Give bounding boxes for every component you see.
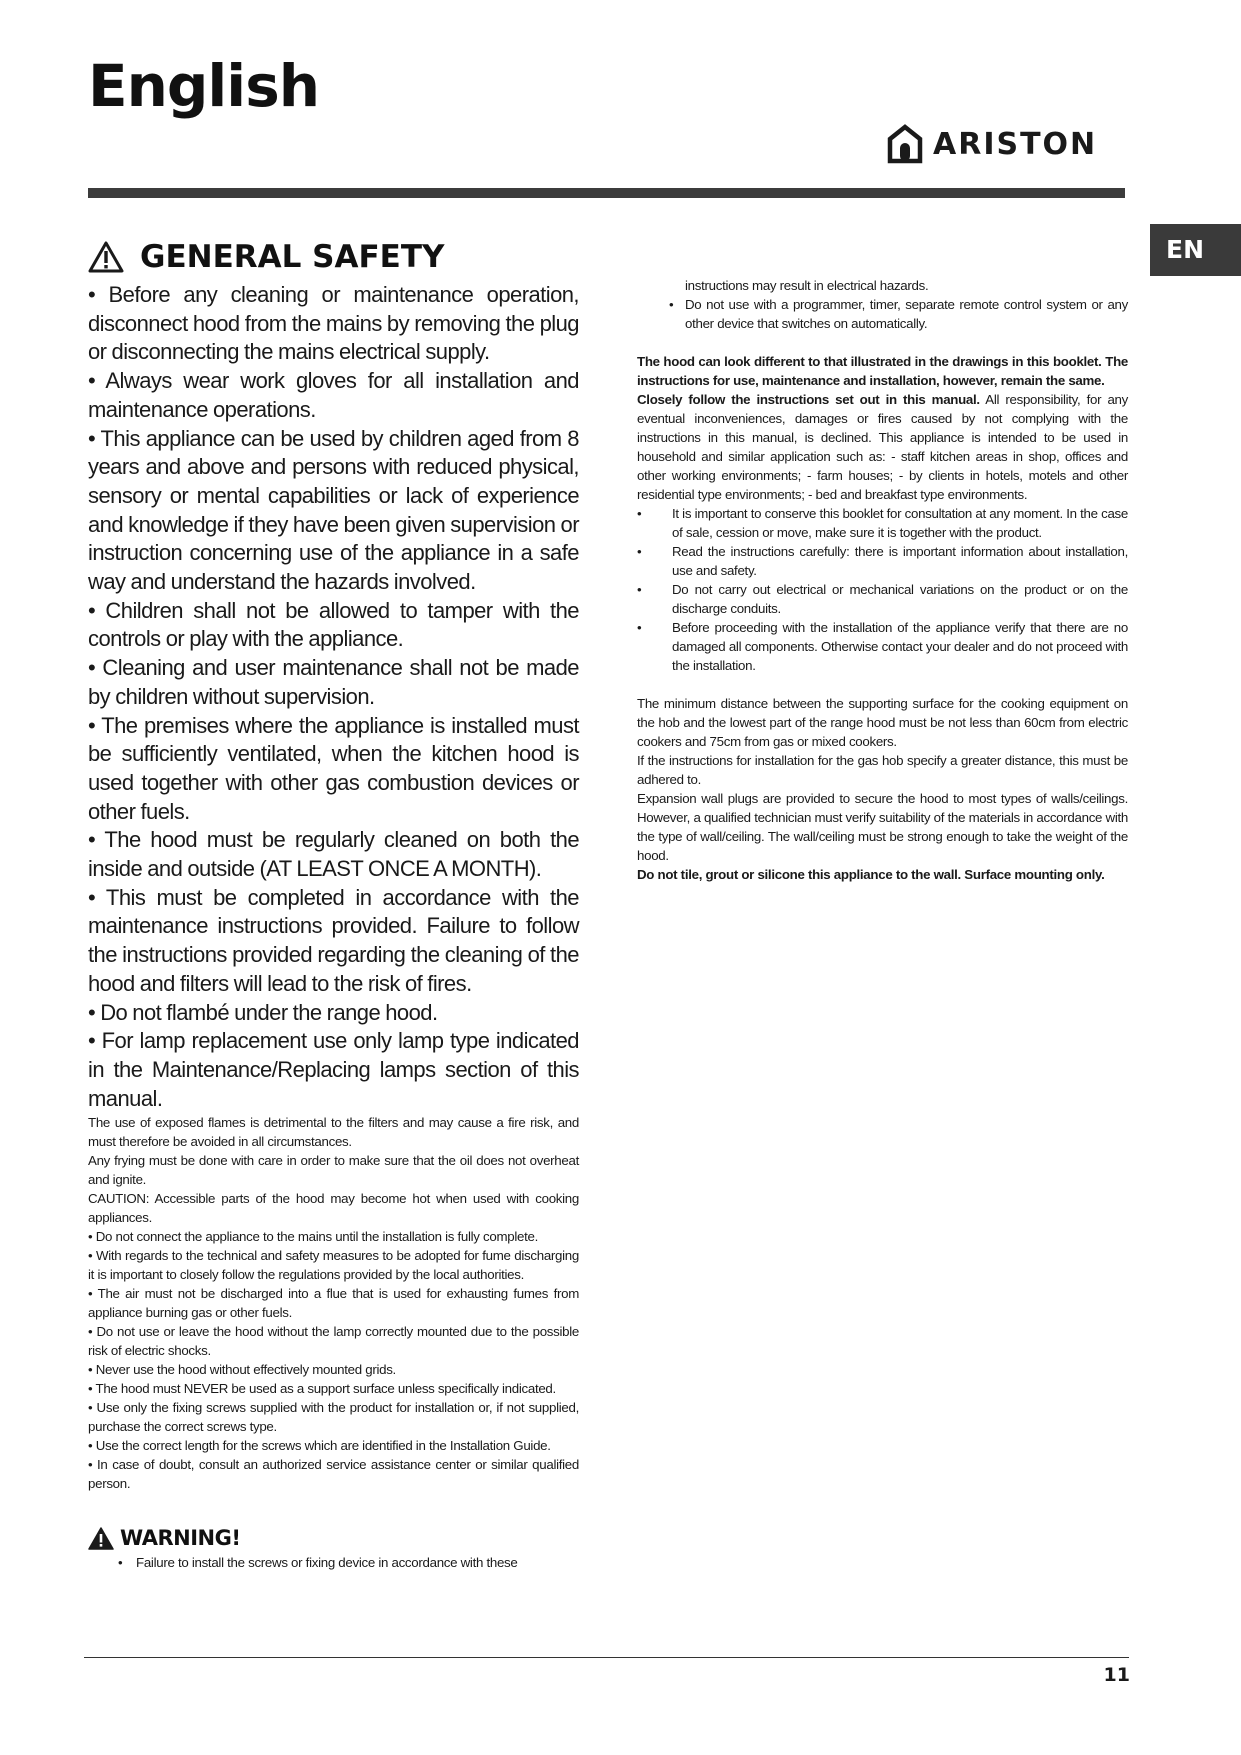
follow-instructions-bold: Closely follow the instructions set out in this manual. (637, 392, 980, 407)
page-heading: English (88, 52, 320, 120)
follow-instructions-text: All responsibility, for any eventual inconveniences, damages or fires caused by not complying with the instructions in this manual, is declined. This appliance is intended to be used in household and similar application such as: - staff kitchen areas in shop, offices and other working environments; - farm houses; - by clients in hotels, motels and other residential type environments; - bed and breakfast type environments. (637, 392, 1128, 502)
safety-note: Any frying must be done with care in order to make sure that the oil does not overheat and ignite. (88, 1153, 579, 1188)
safety-paragraph: • Children shall not be allowed to tamper with the controls or play with the appliance. (88, 597, 579, 652)
warning-heading (88, 1523, 579, 1553)
safety-paragraph: • The hood must be regularly cleaned on both the inside and outside (AT LEAST ONCE A MONTH). (88, 827, 579, 882)
right-bullet: • It is important to conserve this booklet for consultation at any moment. In the case of sale, cession or move, make sure it is together with the product. (637, 504, 1128, 542)
safety-paragraph: • Cleaning and user maintenance shall not be made by children without supervision. (88, 655, 579, 709)
safety-note: • Do not use or leave the hood without the lamp correctly mounted due to the possible risk of electric shocks. (88, 1324, 579, 1359)
safety-note: • Do not connect the appliance to the mains until the installation is fully complete. (88, 1229, 538, 1245)
warning-item: • Failure to install the screws or fixing device in accordance with these (88, 1553, 579, 1572)
safety-note: • With regards to the technical and safety measures to be adopted for fume discharging it is important to closely follow the regulations provided by the local authorities. (88, 1248, 579, 1283)
wall-plugs: Expansion wall plugs are provided to secure the hood to most types of walls/ceilings. However, a qualified technician must verify suitability of the materials in accordance with the type of wall/ceiling. The wall/ceiling must be strong enough to take the weight of the hood. (637, 791, 1128, 863)
safety-paragraph: • For lamp replacement use only lamp type indicated in the Maintenance/Replacing lamps section of this manual. (88, 1028, 579, 1111)
safety-note: • Use only the fixing screws supplied with the product for installation or, if not supplied, purchase the correct screws type. (88, 1400, 579, 1435)
safety-note: The use of exposed flames is detrimental to the filters and may cause a fire risk, and must therefore be avoided in all circumstances. (88, 1115, 579, 1150)
warning-title: WARNING! (120, 1526, 241, 1551)
continued-bullet: • Do not use with a programmer, timer, separate remote control system or any other device that switches on automatically. (637, 295, 1128, 333)
page-number: 11 (1103, 1664, 1130, 1686)
hood-note: The hood can look different to that illustrated in the drawings in this booklet. The instructions for use, maintenance and installation, however, remain the same. (637, 354, 1128, 388)
right-bullet: • Read the instructions carefully: there is important information about installation, use and safety. (637, 542, 1128, 580)
safety-note: • In case of doubt, consult an authorized service assistance center or similar qualified person. (88, 1457, 579, 1492)
follow-instructions (637, 390, 1128, 504)
house-logo-icon (887, 124, 923, 164)
safety-paragraph: • The premises where the appliance is installed must be sufficiently ventilated, when the kitchen hood is used together with other gas combustion devices or other fuels. (88, 712, 579, 824)
right-column (637, 276, 1128, 884)
min-distance: The minimum distance between the supporting surface for the cooking equipment on the hob and the lowest part of the range hood must be not less than 60cm from electric cookers and 75cm from gas or mixed cookers. (637, 696, 1128, 749)
warning-triangle-filled-icon (88, 1527, 114, 1550)
warning-triangle-outline-icon (88, 241, 124, 273)
safety-note: CAUTION: Accessible parts of the hood may become hot when used with cooking appliances. (88, 1191, 579, 1226)
safety-note: • Never use the hood without effectively mounted grids. (88, 1362, 396, 1378)
brand-logo (887, 124, 1097, 164)
safety-paragraph: • Before any cleaning or maintenance operation, disconnect hood from the mains by removing the plug or disconnecting the mains electrical supply. (88, 282, 579, 365)
mounting-note: Do not tile, grout or silicone this appliance to the wall. Surface mounting only. (637, 867, 1105, 882)
safety-paragraph: • This must be completed in accordance with the maintenance instructions provided. Failure to follow the instructions provided regarding the cleaning of the hood and filters will lead to the risk of fires. (88, 884, 579, 996)
footer-rule (84, 1657, 1129, 1658)
right-bullet: • Do not carry out electrical or mechanical variations on the product or on the discharge conduits. (637, 580, 1128, 618)
general-safety-heading (88, 236, 579, 278)
continued-text: instructions may result in electrical hazards. (685, 278, 929, 293)
header-rule (88, 188, 1125, 198)
gas-hob-note: If the instructions for installation for the gas hob specify a greater distance, this must be adhered to. (637, 753, 1128, 787)
safety-note: • The hood must NEVER be used as a support surface unless specifically indicated. (88, 1381, 556, 1397)
section-title: GENERAL SAFETY (140, 239, 445, 275)
safety-paragraph: • Always wear work gloves for all installation and maintenance operations. (88, 368, 579, 422)
right-bullet: • Before proceeding with the installation of the appliance verify that there are no damaged all components. Otherwise contact your dealer and do not proceed with the installation. (637, 618, 1128, 675)
safety-note: • Use the correct length for the screws which are identified in the Installation Guide. (88, 1438, 551, 1454)
left-column (88, 236, 579, 1572)
safety-paragraph: • Do not flambé under the range hood. (88, 999, 438, 1025)
safety-paragraph: • This appliance can be used by children aged from 8 years and above and persons with reduced physical, sensory or mental capabilities or lack of experience and knowledge if they have been given supervision or instruction concerning use of the appliance in a safe way and understand the hazards involved. (88, 425, 579, 595)
safety-note: • The air must not be discharged into a flue that is used for exhausting fumes from appliance burning gas or other fuels. (88, 1286, 579, 1321)
language-tab: EN (1150, 224, 1241, 276)
brand-name: ARISTON (933, 126, 1098, 162)
